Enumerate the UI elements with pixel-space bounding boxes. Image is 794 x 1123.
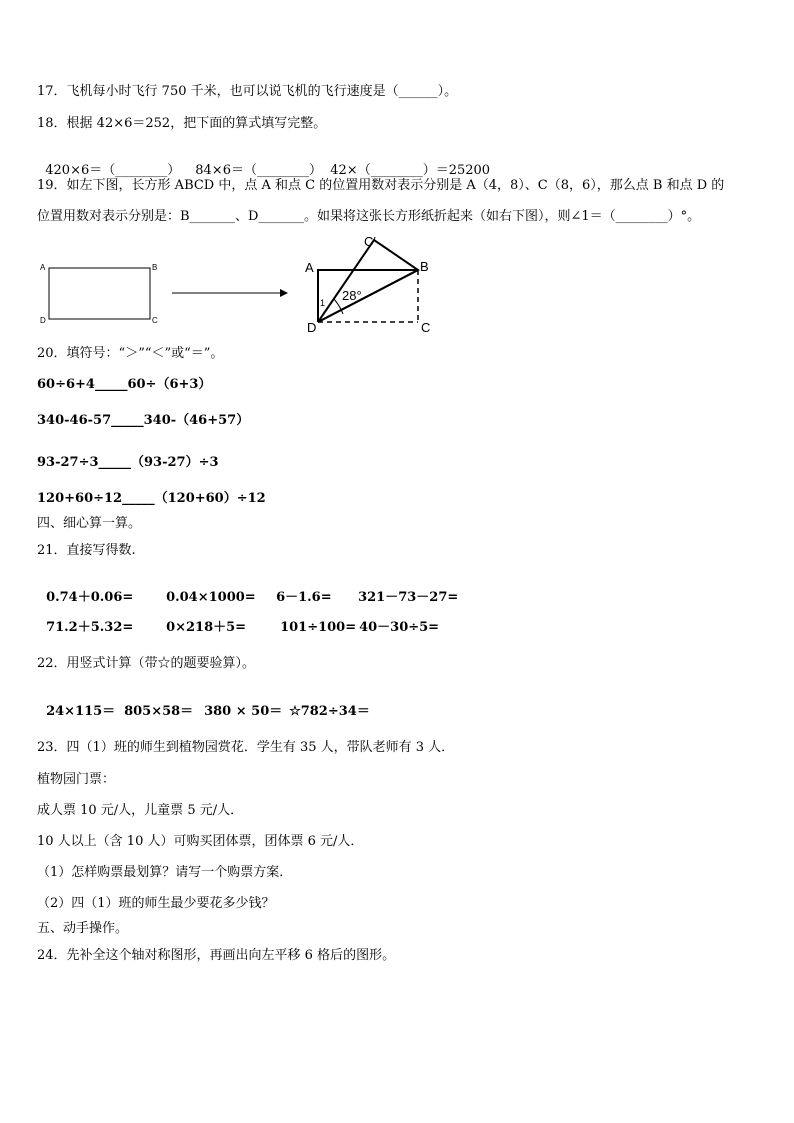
- q20-item: 340-46-57_____340-（46+57）: [37, 413, 250, 428]
- q18-item: 420×6＝（________）: [45, 163, 181, 178]
- q20-item: 93-27÷3_____（93-27）÷3: [37, 455, 219, 470]
- question-21-title: 21．直接写得数.: [37, 543, 136, 558]
- question-19-line1: 19．如左下图，长方形 ABCD 中，点 A 和点 C 的位置用数对表示分别是 A（4，8）、C（8，6），那么点 B 和点 D 的: [37, 178, 725, 193]
- label-a: A: [305, 260, 314, 275]
- question-19-line2: 位置用数对表示分别是：B_______、D_______。如果将这张长方形纸折起来（如右下图），则∠1＝（________）°。: [37, 209, 701, 224]
- question-24: 24．先补全这个轴对称图形，再画出向左平移 6 格后的图形。: [37, 948, 396, 963]
- q23-line: 植物园门票：: [37, 772, 116, 787]
- q21-item: 0.04×1000=: [166, 590, 256, 605]
- label-d: D: [40, 316, 46, 325]
- q22-items: [37, 688, 370, 720]
- q21-item: 101÷100=: [280, 620, 357, 635]
- q21-item: 0×218＋5=: [166, 620, 247, 635]
- question-23-title: 23．四（1）班的师生到植物园赏花．学生有 35 人，带队老师有 3 人．: [37, 740, 455, 755]
- q23-line: （2）四（1）班的师生最少要花多少钱？: [37, 896, 275, 911]
- q21-item: 40－30÷5=: [359, 620, 440, 635]
- q21-item: 6－1.6=: [276, 590, 332, 605]
- q23-line: 10 人以上（含 10 人）可购买团体票，团体票 6 元/人．: [37, 834, 364, 849]
- question-17: 17．飞机每小时飞行 750 千米，也可以说飞机的飞行速度是（______）。: [37, 84, 458, 99]
- label-b: B: [152, 263, 158, 272]
- q21-item: 321－73－27=: [358, 590, 459, 605]
- question-22-title: 22．用竖式计算（带☆的题要验算）。: [37, 656, 256, 671]
- label-c: C: [152, 316, 158, 325]
- label-c: C: [421, 320, 431, 335]
- question-19-figures: [0, 228, 794, 338]
- label-a: A: [40, 263, 46, 272]
- q22-item: 805×58＝: [124, 704, 194, 719]
- q23-line: 成人票 10 元/人，儿童票 5 元/人．: [37, 803, 244, 818]
- q18-item: 42×（________）＝25200: [330, 163, 491, 178]
- q23-line: （1）怎样购票最划算？请写一个购票方案．: [37, 865, 293, 880]
- q22-item: 380 × 50＝: [204, 704, 283, 719]
- section-5-title: 五、动手操作。: [37, 921, 129, 936]
- q21-row-2: [37, 604, 439, 636]
- q22-item: 24×115＝: [46, 704, 116, 719]
- question-18-items: [37, 147, 490, 179]
- section-4-title: 四、细心算一算。: [37, 516, 142, 531]
- q22-item: ☆782÷34＝: [289, 704, 370, 719]
- question-20-title: 20．填符号：“＞”“＜”或“＝”。: [37, 346, 224, 361]
- q20-item: 60÷6+4_____60÷（6+3）: [37, 377, 212, 392]
- arrow-icon: [172, 289, 288, 297]
- label-c-prime: C′: [364, 234, 376, 249]
- rectangle: [49, 268, 150, 319]
- label-d: D: [307, 320, 317, 335]
- q21-row-1: [37, 574, 458, 606]
- rectangle-abcd-figure: [40, 263, 158, 325]
- q21-item: 71.2＋5.32=: [46, 620, 134, 635]
- q20-item: 120+60÷12_____（120+60）÷12: [37, 491, 266, 506]
- angle-28-label: 28°: [342, 288, 362, 303]
- q21-item: 0.74＋0.06=: [46, 590, 134, 605]
- question-18-title: 18．根据 42×6＝252，把下面的算式填写完整。: [37, 116, 327, 131]
- label-b: B: [420, 259, 429, 274]
- q18-item: 84×6＝（________）: [195, 163, 322, 178]
- folded-rectangle-figure: [305, 234, 430, 335]
- angle-1-label: 1: [320, 298, 326, 308]
